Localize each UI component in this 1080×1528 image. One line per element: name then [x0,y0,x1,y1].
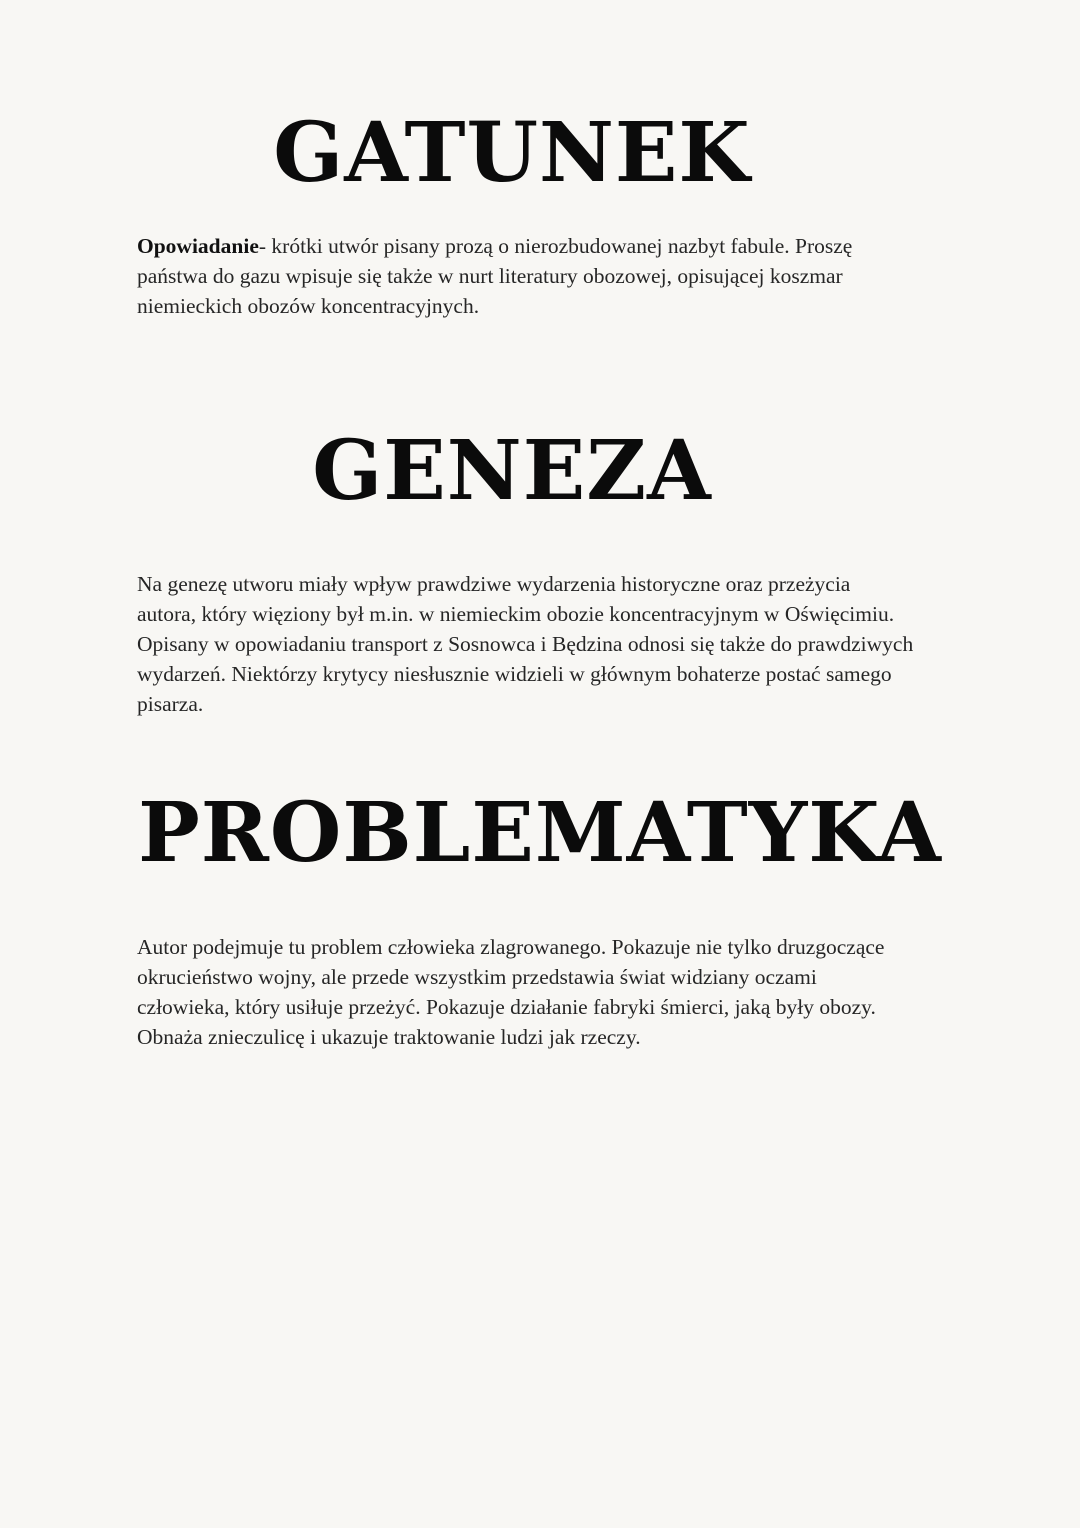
paragraph-line [137,231,1017,261]
paragraph-line: państwa do gazu wpisuje się także w nurt literatury obozowej, opisującej koszmar [137,264,843,288]
paragraph-line: Obnaża znieczulicę i ukazuje traktowanie ludzi jak rzeczy. [137,1025,641,1049]
paragraph-line: Na genezę utworu miały wpływ prawdziwe wydarzenia historyczne oraz przeżycia [137,572,851,596]
definition-text: - krótki utwór pisany prozą o nierozbudowanej nazbyt fabule. Proszę [258,234,853,258]
paragraph-line: Opisany w opowiadaniu transport z Sosnowca i Będzina odnosi się także do prawdziwych [137,632,914,656]
term-opowiadanie: Opowiadanie [137,234,259,258]
paragraph-line: pisarza. [137,692,204,716]
paragraph-line: Autor podejmuje tu problem człowieka zlagrowanego. Pokazuje nie tylko druzgoczące [137,935,885,959]
heading-problematyka: PROBLEMATYKA [138,785,942,881]
paragraph-geneza [137,569,1017,719]
paragraph-line: człowieka, który usiłuje przeżyć. Pokazuje działanie fabryki śmierci, jaką były obozy. [137,995,876,1019]
paragraph-line: autora, który więziony był m.in. w niemieckim obozie koncentracyjnym w Oświęcimiu. [137,602,895,626]
paragraph-gatunek [137,231,1017,321]
paragraph-line: wydarzeń. Niektórzy krytycy niesłusznie widzieli w głównym bohaterze postać samego [137,662,892,686]
paragraph-line: niemieckich obozów koncentracyjnych. [137,294,480,318]
paragraph-problematyka [137,932,1017,1052]
heading-geneza: GENEZA [312,423,712,519]
paragraph-line: okrucieństwo wojny, ale przede wszystkim przedstawia świat widziany oczami [137,965,817,989]
heading-gatunek: GATUNEK [273,105,751,201]
